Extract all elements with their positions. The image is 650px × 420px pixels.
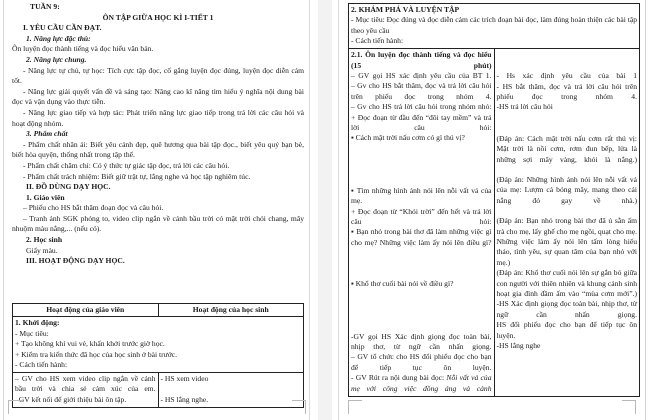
row-label-khoi-dong: 1. Khởi động: [15,318,60,328]
crop-mark [622,400,636,414]
question-ban-nho-lam-viec-gi: ▪ Bạn nhỏ trong bài thơ đã làm những việc gì cho mẹ? Những việc làm ấy nói lên điều gì? [351,227,492,247]
student-step-lang-nghe: -HS lắng nghe [496,341,541,351]
question-kho-tho-cuoi: ▪ Khổ thơ cuối bài nói về điều gì? [351,279,454,289]
week-label: TUẦN 9: [30,2,60,11]
teacher-step-video: – GV cho HS xem video clip ngắn về cảnh bầu trời và chia sẻ cảm xúc của em. [15,373,156,394]
teacher-step-rut-noi-dung [351,373,492,394]
bullet-pham-chat-trach-nhiem: - Phẩm chất trách nhiệm: Biết giữ trật tự, lắng nghe và học tập nghiêm túc. [23,171,251,181]
teacher-step-doc-doan-2: + Đọc đoạn từ “Khói trời” đến hết và trả lời câu hỏi: [351,206,492,226]
text-cach-tien-hanh: - Cách tiến hành: [351,36,404,46]
page-title: ÔN TẬP GIỮA HỌC KÌ I-TIẾT 1 [102,12,214,22]
heading-yeu-cau-can-dat: I. YÊU CẦU CẦN ĐẠT. [23,23,102,33]
row-muc-tieu: - Mục tiêu: [15,328,49,338]
subheading-on-luyen-doc: 2.1. Ôn luyện đọc thành tiếng và đọc hiểu (15 phút) [351,50,492,70]
question-hinh-anh-vat-va: ▪ Tìm những hình ảnh nói lên nỗi vất vả của mẹ. [351,185,492,206]
row-cach-tien-hanh: - Cách tiến hành: [15,360,68,370]
heading-nang-luc-chung: 2. Năng lực chung. [26,54,87,64]
column-header-student: Hoạt động của học sinh [158,304,304,317]
column-header-teacher: Hoạt động của giáo viên [13,304,159,317]
answer-kho-tho-cuoi: (Đáp án: Khổ thơ cuối nói lên sự gắn bó giữa con người với thiên nhiên và khung cảnh sinh hoạt gia đình đầm ấm vào “mùa cơm mới”.) [496,268,637,299]
heading-pham-chat: 3. Phẩm chất [26,129,68,139]
teacher-step-bt1: – GV gọi HS xác định yêu cầu của BT 1. [351,70,492,80]
activity-table-right [348,3,640,397]
answer-ban-nho-lam-viec-gi: (Đáp án: Bạn nhỏ trong bài thơ đã ủ sẵn ấm trà cho mẹ, lấy ghế cho mẹ ngồi, quạt cho mẹ. Những việc làm ấy nói lên tấm lòng hiếu thảo, tình yêu, sự quan tâm của bạn nhỏ với mẹ.) [496,216,637,267]
item-giay-mau: Giấy màu. [26,245,58,255]
page-gutter [318,0,332,420]
activity-table-left [12,303,304,408]
question-cach-mat-troi-nau-com: ▪ Cách mặt trời nấu cơm có gì thú vị? [351,133,465,143]
crop-mark [8,400,22,414]
student-step-bt1: - Hs xác định yêu cầu của bài 1 [496,71,637,81]
student-step-lang-nghe: - HS lắng nghe. [160,394,209,404]
page-right [332,0,650,420]
cell-student-activity [158,372,304,407]
cell-teacher-activity [13,372,159,407]
teacher-step-doi-phieu: – GV tổ chức cho HS đổi phiếu đọc cho bạn để tiếp tục ôn luyện. [351,352,492,372]
page-left [0,0,318,420]
teacher-step-doc-doan-1: + Đọc đoạn từ đầu đến “đôi tay mềm” và trả lời câu hỏi: [351,112,492,132]
right-activity-table-wrap [332,3,650,397]
bullet-pham-chat-nhan-ai: - Phẩm chất nhân ái: Biết yêu cảnh đẹp, quê hương qua bài tập đọc., biết yêu quý bạn bè, biết hòa quyện, thống nhất trong tập thể. [12,139,304,160]
cell-student-activity [494,49,640,396]
row-muc-tieu-b: + Kiểm tra kiến thức đã học của học sinh ở bài trước. [15,349,178,359]
answer-hinh-anh-vat-va: (Đáp án: Những hình ảnh nói lên nỗi vất vả của mẹ: Lượm cả bóng mây, mang theo cái nắng đỏ gay về nhà.) [496,174,637,205]
heading-hoat-dong-day-hoc: III. HOẠT ĐỘNG DẠY HỌC. [26,256,125,266]
item-tranh-anh-sgk: – Tranh ảnh SGK phóng to, video clip ngắn về cảnh bầu trời có mặt trời chói chang, mây nhuộm màu nắng,... (nếu có). [12,213,304,234]
bullet-pham-chat-cham-chi: - Phẩm chất chăm chỉ: Có ý thức tự giác tập đọc, trả lời các câu hỏi. [23,160,230,170]
heading-giao-vien: 1. Giáo viên [26,192,65,202]
text-muc-tieu: - Mục tiêu: Đọc đúng và đọc diễn cảm các trích đoạn bài đọc, làm đúng hoàn thiện các bài tập theo yêu cầu [351,15,637,35]
teacher-step-gioi-thieu: –GV kết nối để giới thiệu bài ôn tập. [15,394,127,404]
teacher-step-giong-doc: -GV gọi HS Xác định giọng đọc toàn bài, nhịp thơ, từ ngữ cần nhấn giọng. [351,331,492,352]
cell-kham-pha-luyen-tap [349,4,640,49]
heading-kham-pha-va-luyen-tap: 2. KHÁM PHÁ VÀ LUYỆN TẬP [351,5,460,14]
item-phieu-bat-tham: – Phiếu cho HS bắt thăm đoạn đọc và câu hỏi. [23,203,164,213]
table-row [13,317,304,373]
heading-nang-luc-dac-thu: 1. Năng lực đặc thù: [26,33,91,43]
teacher-step-nhom-nho: – Gv cho HS trả lời câu hỏi trong nhóm nhỏ: [351,102,492,112]
left-activity-table-wrap [0,303,318,408]
cell-khoi-dong [13,317,304,373]
crop-mark [292,400,306,414]
rut-noi-dung-italic: Nỗi vất vả của mẹ với công việc đồng áng và cảnh [351,373,492,393]
student-step-giong-doc: -HS Xác định giọng đọc toàn bài, nhịp thơ, từ ngữ cần nhấn giọng. [496,299,637,319]
student-step-xem-video: - HS xem video [160,373,209,383]
table-row [13,372,304,407]
row-muc-tieu-a: + Tạo không khí vui vẻ, khấn khởi trước giờ học. [15,339,165,349]
text-nang-luc-dac-thu: Ôn luyện đọc thành tiếng và đọc hiểu văn bản. [12,44,154,54]
teacher-step-bat-tham: – Gv cho HS bắt thăm, đọc và trả lời câu hỏi trên phiếu đọc trong nhóm 4. [351,81,492,101]
student-step-tra-loi: -HS trả lời câu hỏi [496,102,553,112]
student-step-bat-tham: - HS bắt thăm, đọc và trả lời câu hỏi trên phiếu đọc trong nhóm 4. [496,81,637,101]
bullet-nang-luc-giao-tiep: - Năng lực giao tiếp và hợp tác: Phát triển năng lực giao tiếp trong trả lời các câu hỏi và hoạt động nhóm. [12,107,304,128]
heading-do-dung-day-hoc: II. ĐỒ DÙNG DẠY HỌC. [26,182,111,192]
cell-teacher-activity [349,49,495,396]
rut-noi-dung-prefix: - GV Rút ra nội dung bài đọc: [351,373,447,383]
table-row [349,49,640,396]
crop-mark [348,400,362,414]
bullet-nang-luc-tu-chu: - Năng lực tự chủ, tự học: Tích cực tập đọc, cố gắng luyện đọc đúng, luyện đọc diễn cảm tốt. [12,65,304,86]
student-step-doi-phieu: HS đổi phiếu đọc cho bạn để tiếp tục ôn luyện. [496,320,637,340]
bullet-nang-luc-giai-quyet: - Năng lực giải quyết vấn đề và sáng tạo: Nâng cao kĩ năng tìm hiểu ý nghĩa nội dung bài đọc và vận dụng vào thực tiễn. [12,86,304,107]
heading-hoc-sinh: 2. Học sinh [26,235,63,245]
table-row [349,4,640,49]
answer-cach-mat-troi-nau-com: (Đáp án: Cách mặt trời nấu cơm rất thú vị: Mặt trời là nồi cơm, rơm đun bếp, lửa là những sợi mây vàng, khói là nắng.) [496,133,637,164]
left-page-content [0,2,318,267]
table-header-row [13,304,304,317]
